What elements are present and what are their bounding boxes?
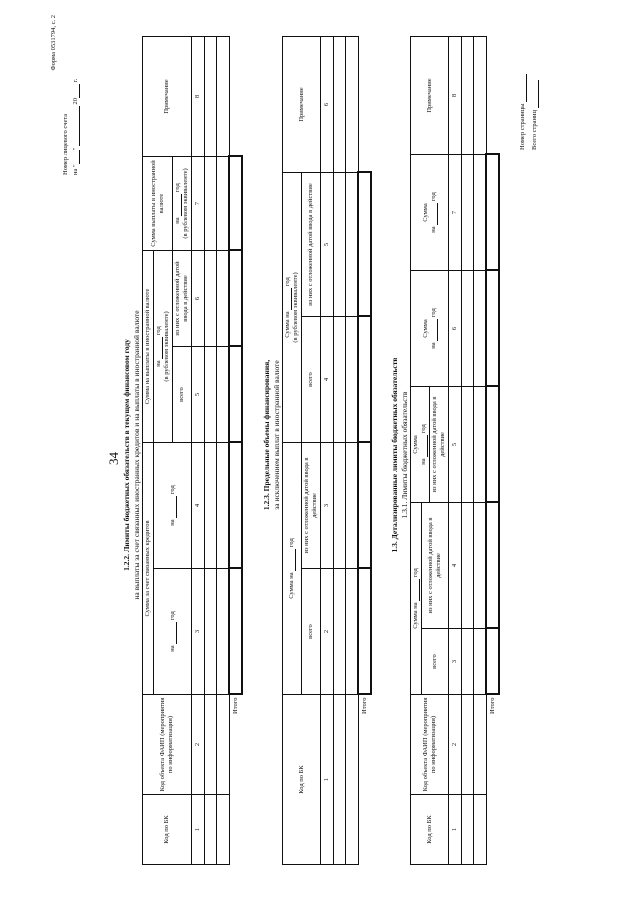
table-cell	[217, 443, 230, 569]
col-number: 2	[449, 695, 462, 795]
credits-year-1	[154, 569, 192, 695]
table-cell	[217, 795, 230, 865]
table-row	[462, 37, 474, 865]
col-number: 1	[192, 795, 205, 865]
col-number: 1	[449, 795, 462, 865]
sum-year-1	[283, 443, 302, 695]
total-cell	[486, 271, 499, 387]
year-blank	[285, 288, 292, 310]
table-cell	[462, 503, 474, 629]
god-label: год	[420, 424, 427, 434]
god-label: год	[168, 485, 176, 495]
table-cell	[205, 347, 217, 443]
col-number: 8	[192, 37, 205, 157]
section-122-title: 1.2.2. Лимиты бюджетных обязательств в текущем финансовом году	[122, 339, 131, 571]
na-label: на	[168, 645, 176, 652]
col-number: 7	[449, 155, 462, 271]
table-cell	[346, 37, 359, 173]
total-cell	[358, 317, 371, 443]
god-label: год	[412, 568, 419, 578]
section-13-title: 1.3. Детализированные лимиты бюджетных обязательств	[390, 357, 399, 553]
col-sum-foreign: Сумма на выплаты в иностранной валюте	[143, 251, 154, 443]
table-cell	[346, 317, 359, 443]
table-cell	[217, 37, 230, 157]
total-cell	[229, 443, 242, 569]
month-blank	[73, 106, 80, 146]
col-deferred: из них с отложенной датой ввода в действие	[430, 387, 449, 503]
summa-label: Сумма	[421, 203, 429, 222]
account-number-label	[62, 114, 70, 175]
year-blank	[413, 579, 420, 601]
col-number: 6	[321, 37, 334, 173]
year-blank	[431, 319, 438, 341]
section-123-subtitle: за исключением выплат в иностранной валюте	[272, 360, 281, 510]
table-cell	[474, 795, 487, 865]
table-cell	[474, 387, 487, 503]
page-number-label: Номер страницы	[519, 103, 526, 150]
total-pages-label: Всего страниц	[531, 110, 538, 150]
god-label: год	[155, 326, 162, 336]
summa-col-3	[411, 155, 449, 271]
col-sum-credits: Сумма за счет связанных кредитов	[143, 443, 154, 695]
table-cell	[229, 37, 242, 157]
report-date	[72, 15, 80, 175]
date-prefix: на "	[72, 164, 79, 175]
table-cell	[346, 443, 359, 569]
col-number: 7	[192, 157, 205, 251]
col-number: 6	[192, 251, 205, 347]
table-cell	[462, 695, 474, 795]
col-bk: Код по БК	[283, 695, 321, 865]
table-cell	[474, 695, 487, 795]
col-number: 4	[449, 503, 462, 629]
table-cell	[334, 173, 346, 317]
table-cell	[474, 271, 487, 387]
table-cell	[346, 569, 359, 695]
year-blank	[170, 496, 177, 518]
account-number-text: Номер лицевого счета	[62, 113, 69, 175]
table-cell	[334, 569, 346, 695]
total-cell	[486, 503, 499, 629]
total-row	[486, 37, 499, 865]
col-number: 1	[321, 695, 334, 865]
rub-equiv-label: (в рублевом эквиваленте)	[292, 272, 299, 343]
year-blank	[289, 549, 296, 571]
col-vsego: всего	[173, 347, 192, 443]
sum-year-2	[283, 173, 302, 443]
na-label: на	[420, 458, 427, 465]
rub-equiv-label: (в рублевом эквиваленте)	[163, 311, 170, 382]
credits-year-2	[154, 443, 192, 569]
sum-na-label: Сумма на	[412, 602, 419, 629]
god-label: год	[429, 192, 437, 202]
col-faip: Код объекта ФАИП (мероприятия по информатизации)	[143, 695, 192, 795]
total-label: Итого	[231, 697, 239, 714]
total-pages-blank	[532, 80, 539, 108]
table-cell	[462, 629, 474, 695]
year-prefix: 20	[72, 97, 79, 105]
table-row	[205, 37, 217, 865]
total-cell	[358, 443, 371, 569]
table-cell	[486, 37, 499, 155]
god-label: год	[429, 308, 437, 318]
col-deferred: из них с отложенной датой ввода в действие	[173, 251, 192, 347]
year-suffix: г.	[72, 78, 79, 83]
total-cell	[486, 629, 499, 695]
col-number: 5	[192, 347, 205, 443]
na-label: на	[155, 360, 162, 367]
table-cell	[205, 37, 217, 157]
table-cell	[462, 271, 474, 387]
table-cell	[474, 629, 487, 695]
total-label: Итого	[360, 697, 368, 714]
table-cell	[486, 795, 499, 865]
col-vsego: всего	[302, 569, 321, 695]
summa-col-1	[411, 387, 430, 503]
table-cell	[462, 155, 474, 271]
god-label: год	[288, 538, 295, 548]
total-cell	[229, 157, 242, 251]
form-code: Форма 0531794, с. 2	[50, 15, 57, 71]
table-cell	[474, 37, 487, 155]
total-cell	[229, 347, 242, 443]
table-cell	[205, 443, 217, 569]
day-blank	[72, 147, 80, 164]
table-131	[410, 36, 500, 865]
page-number-blank	[520, 74, 527, 102]
table-cell	[217, 695, 230, 795]
total-cell	[486, 155, 499, 271]
na-label: на	[174, 217, 181, 224]
sum-na-label: Сумма на	[288, 572, 295, 599]
section-123-title: 1.2.3. Предельные объемы финансирования,	[262, 359, 271, 511]
table-cell	[217, 569, 230, 695]
section-122-subtitle: на выплаты за счет связанных иностранных кредитов и на выплаты в иностранной валюте	[132, 310, 141, 600]
na-label: на	[168, 519, 176, 526]
table-cell	[346, 695, 359, 865]
table-cell	[229, 795, 242, 865]
table-cell	[358, 37, 371, 173]
sum-year	[411, 503, 422, 695]
col-vsego: всего	[302, 317, 321, 443]
na-label: на	[429, 342, 437, 349]
year-blank	[175, 194, 182, 216]
col-number: 8	[449, 37, 462, 155]
total-cell	[358, 569, 371, 695]
paid-year	[173, 157, 192, 251]
table-cell	[217, 251, 230, 347]
col-vsego: всего	[422, 629, 449, 695]
date-quote: "	[72, 147, 79, 151]
table-cell	[205, 251, 217, 347]
table-cell	[334, 37, 346, 173]
table-cell	[205, 569, 217, 695]
rub-equiv-label: (в рублевом эквиваленте)	[182, 168, 189, 239]
year-blank	[421, 435, 428, 457]
table-row	[474, 37, 487, 865]
table-cell	[346, 173, 359, 317]
year-blank	[156, 337, 163, 359]
table-cell	[205, 157, 217, 251]
col-faip: Код объекта ФАИП (мероприятия по информатизации)	[411, 695, 449, 795]
col-note: Примечание	[283, 37, 321, 173]
section-131-subtitle: 1.3.1. Лимиты бюджетных обязательств	[400, 391, 409, 519]
col-number: 4	[321, 317, 334, 443]
table-cell	[217, 157, 230, 251]
table-cell	[334, 443, 346, 569]
foreign-year	[154, 251, 173, 443]
col-number: 2	[192, 695, 205, 795]
god-label: год	[168, 611, 176, 621]
summa-label: Сумма	[412, 435, 419, 454]
col-bk: Код по БК	[411, 795, 449, 865]
year-blank	[73, 84, 80, 98]
year-blank	[170, 622, 177, 644]
table-cell	[334, 695, 346, 865]
table-row	[346, 37, 359, 865]
table-cell	[217, 347, 230, 443]
sum-na-label: Сумма на	[284, 311, 291, 338]
table-row	[334, 37, 346, 865]
total-row	[229, 37, 242, 865]
total-cell	[486, 387, 499, 503]
col-number: 4	[192, 443, 205, 569]
table-cell	[205, 695, 217, 795]
col-number: 5	[449, 387, 462, 503]
col-number: 3	[321, 443, 334, 569]
total-row	[358, 37, 371, 865]
table-123	[282, 36, 372, 865]
total-pages-field	[530, 80, 539, 150]
summa-label: Сумма	[421, 319, 429, 338]
table-cell	[462, 795, 474, 865]
table-row	[217, 37, 230, 865]
table-122	[142, 36, 243, 865]
total-cell	[229, 569, 242, 695]
col-number: 3	[192, 569, 205, 695]
col-bk: Код по БК	[143, 795, 192, 865]
col-note: Примечание	[411, 37, 449, 155]
year-blank	[431, 203, 438, 225]
god-label: год	[284, 277, 291, 287]
col-sum-paid: Сумма выплаты в иностранной валюте	[143, 157, 173, 251]
total-cell	[358, 173, 371, 317]
page-number: 34	[106, 452, 121, 465]
table-cell	[474, 155, 487, 271]
col-deferred: из них с отложенной датой ввода в действие	[302, 443, 321, 569]
table-cell	[462, 387, 474, 503]
table-cell	[474, 503, 487, 629]
col-number: 3	[449, 629, 462, 695]
table-cell	[462, 37, 474, 155]
col-number: 6	[449, 271, 462, 387]
table-cell	[334, 317, 346, 443]
table-cell	[205, 795, 217, 865]
col-number: 2	[321, 569, 334, 695]
col-deferred: из них с отложенной датой ввода в действие	[422, 503, 449, 629]
col-note: Примечание	[143, 37, 192, 157]
page-number-field	[518, 74, 527, 150]
god-label: год	[174, 183, 181, 193]
col-deferred: из них с отложенной датой ввода в действие	[302, 173, 321, 317]
col-number: 5	[321, 173, 334, 317]
na-label: на	[429, 226, 437, 233]
total-label: Итого	[488, 697, 496, 714]
total-cell	[229, 251, 242, 347]
summa-col-2	[411, 271, 449, 387]
